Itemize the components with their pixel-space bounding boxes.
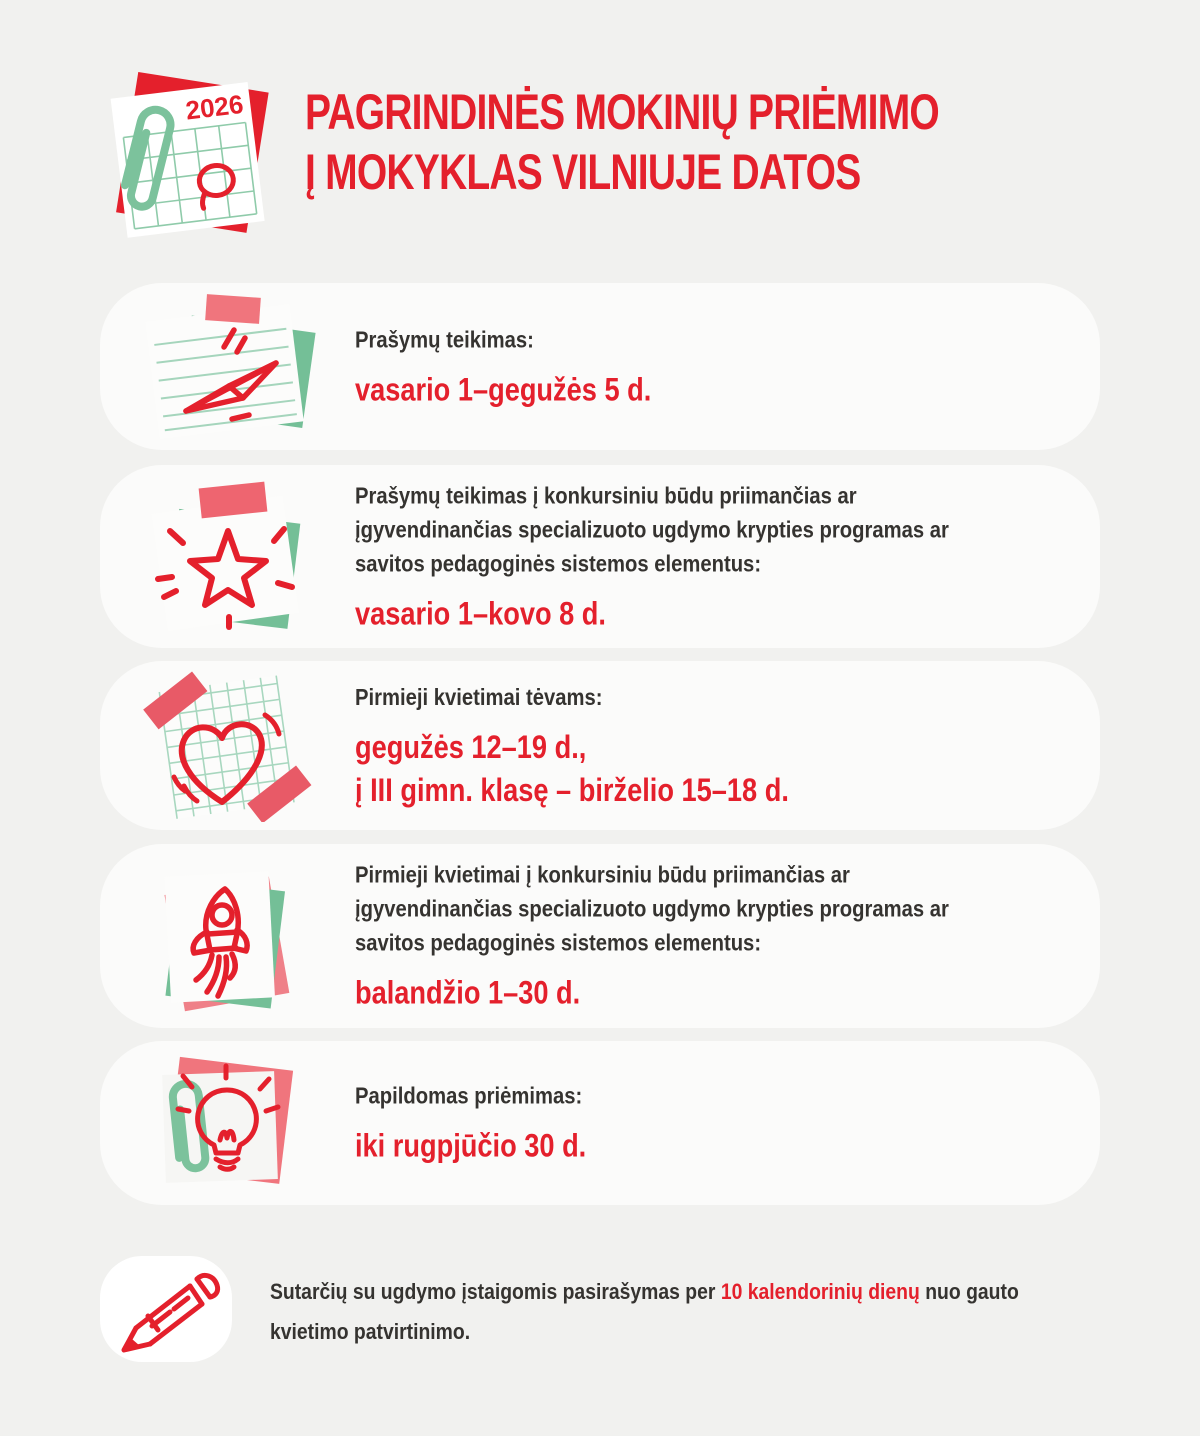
footer-text [270, 1272, 1027, 1352]
card-date: iki rugpjūčio 30 d. [355, 1127, 587, 1164]
card-label: savitos pedagoginės sistemos elementus: [355, 929, 762, 956]
card-label: Prašymų teikimas į konkursiniu būdu priimančias ar [355, 482, 857, 508]
card-text [355, 858, 1085, 1015]
card-text [355, 680, 1085, 812]
page-title [305, 82, 939, 202]
card-label: Papildomas priėmimas: [355, 1082, 583, 1109]
pencil-icon-box [100, 1256, 232, 1362]
footer-text-before: Sutarčių su ugdymo įstaigomis pasirašymas per [270, 1279, 721, 1304]
footer-text-after: nuo gauto [919, 1279, 1019, 1304]
page-title-line1: PAGRINDINĖS MOKINIŲ PRIĖMIMO [305, 84, 939, 140]
paper-plane-note-icon [126, 291, 336, 443]
card-label: įgyvendinančias specializuoto ugdymo krypties programas ar [355, 516, 949, 542]
card-prasymu-teikimas-konkursinis [100, 465, 1100, 648]
footer-highlight: 10 kalendorinių dienų [720, 1279, 920, 1304]
card-label: Prašymų teikimas: [355, 326, 534, 352]
card-date: vasario 1–gegužės 5 d. [355, 371, 652, 407]
heart-note-icon [126, 670, 336, 822]
calendar-icon [86, 60, 276, 242]
card-date: vasario 1–kovo 8 d. [355, 595, 606, 631]
pencil-icon [100, 1256, 232, 1362]
card-label: savitos pedagoginės sistemos elementus: [355, 550, 762, 576]
rocket-note-icon [126, 860, 336, 1012]
card-label: Pirmieji kvietimai tėvams: [355, 683, 603, 710]
card-prasymu-teikimas [100, 283, 1100, 450]
card-text [355, 478, 1085, 635]
star-note-icon [126, 481, 336, 633]
card-pirmieji-kvietimai-konkursinis [100, 844, 1100, 1028]
calendar-year: 2026 [183, 88, 245, 126]
footer-text-line2: kvietimo patvirtinimo. [270, 1319, 471, 1344]
card-pirmieji-kvietimai [100, 661, 1100, 830]
card-date: balandžio 1–30 d. [355, 974, 581, 1011]
card-label: Pirmieji kvietimai į konkursiniu būdu priimančias ar [355, 861, 850, 888]
lightbulb-note-icon [126, 1047, 336, 1199]
card-papildomas-priemimas [100, 1041, 1100, 1205]
card-date: į III gimn. klasę – birželio 15–18 d. [355, 771, 789, 808]
card-text [355, 322, 1085, 411]
card-text [355, 1079, 1085, 1168]
page-title-line2: Į MOKYKLAS VILNIUJE DATOS [305, 144, 861, 200]
card-date: gegužės 12–19 d., [355, 728, 587, 765]
card-label: įgyvendinančias specializuoto ugdymo krypties programas ar [355, 895, 949, 922]
